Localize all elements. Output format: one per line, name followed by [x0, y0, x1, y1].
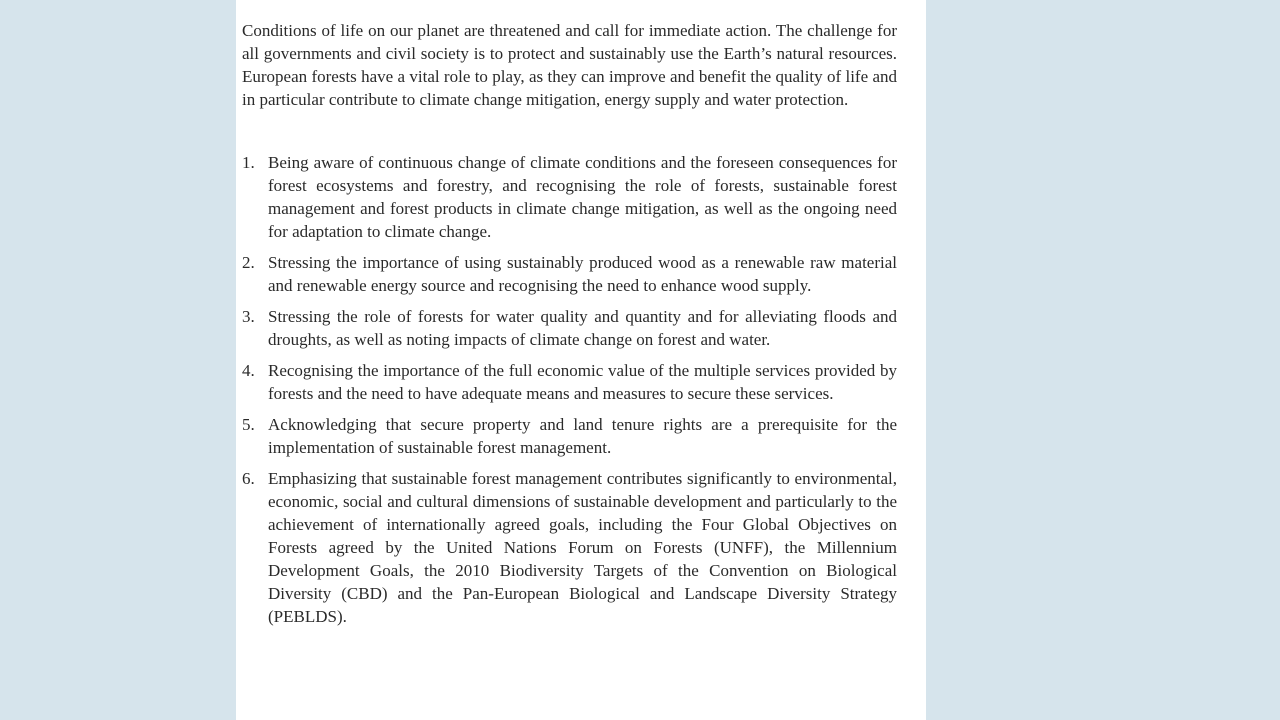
list-item [242, 467, 897, 628]
document-page [236, 0, 926, 720]
list-item-number: 1. [242, 153, 255, 172]
list-item-text: Stressing the role of forests for water quality and quantity and for alleviating floods and droughts, as well as noting impacts of climate change on forest and water. [268, 307, 897, 349]
list-item-number: 5. [242, 415, 255, 434]
numbered-list [242, 151, 897, 628]
list-item-text: Acknowledging that secure property and land tenure rights are a prerequisite for the implementation of sustainable forest management. [268, 415, 897, 457]
intro-paragraph: Conditions of life on our planet are threatened and call for immediate action. The challenge for all governments and civil society is to protect and sustainably use the Earth’s natural resources. European forests have a vital role to play, as they can improve and benefit the quality of life and in particular contribute to climate change mitigation, energy supply and water protection. [242, 21, 897, 109]
list-item-text: Emphasizing that sustainable forest management contributes significantly to environmental, economic, social and cultural dimensions of sustainable development and particularly to the achievement of internationally agreed goals, including the Four Global Objectives on Forests agreed by the United Nations Forum on Forests (UNFF), the Millennium Development Goals, the 2010 Biodiversity Targets of the Convention on Biological Diversity (CBD) and the Pan-European Biological and Landscape Diversity Strategy (PEBLDS). [268, 469, 897, 626]
list-item [242, 251, 897, 297]
list-item-text: Recognising the importance of the full economic value of the multiple services provided by forests and the need to have adequate means and measures to secure these services. [268, 361, 897, 403]
list-item-text: Being aware of continuous change of climate conditions and the foreseen consequences for forest ecosystems and forestry, and recognising the role of forests, sustainable forest management and forest products in climate change mitigation, as well as the ongoing need for adaptation to climate change. [268, 153, 897, 241]
list-item [242, 305, 897, 351]
list-item [242, 413, 897, 459]
list-item-number: 3. [242, 307, 255, 326]
list-item-text: Stressing the importance of using sustainably produced wood as a renewable raw material and renewable energy source and recognising the need to enhance wood supply. [268, 253, 897, 295]
list-item [242, 359, 897, 405]
list-item [242, 151, 897, 243]
list-item-number: 2. [242, 253, 255, 272]
list-item-number: 6. [242, 469, 255, 488]
list-item-number: 4. [242, 361, 255, 380]
document-content [242, 19, 897, 636]
